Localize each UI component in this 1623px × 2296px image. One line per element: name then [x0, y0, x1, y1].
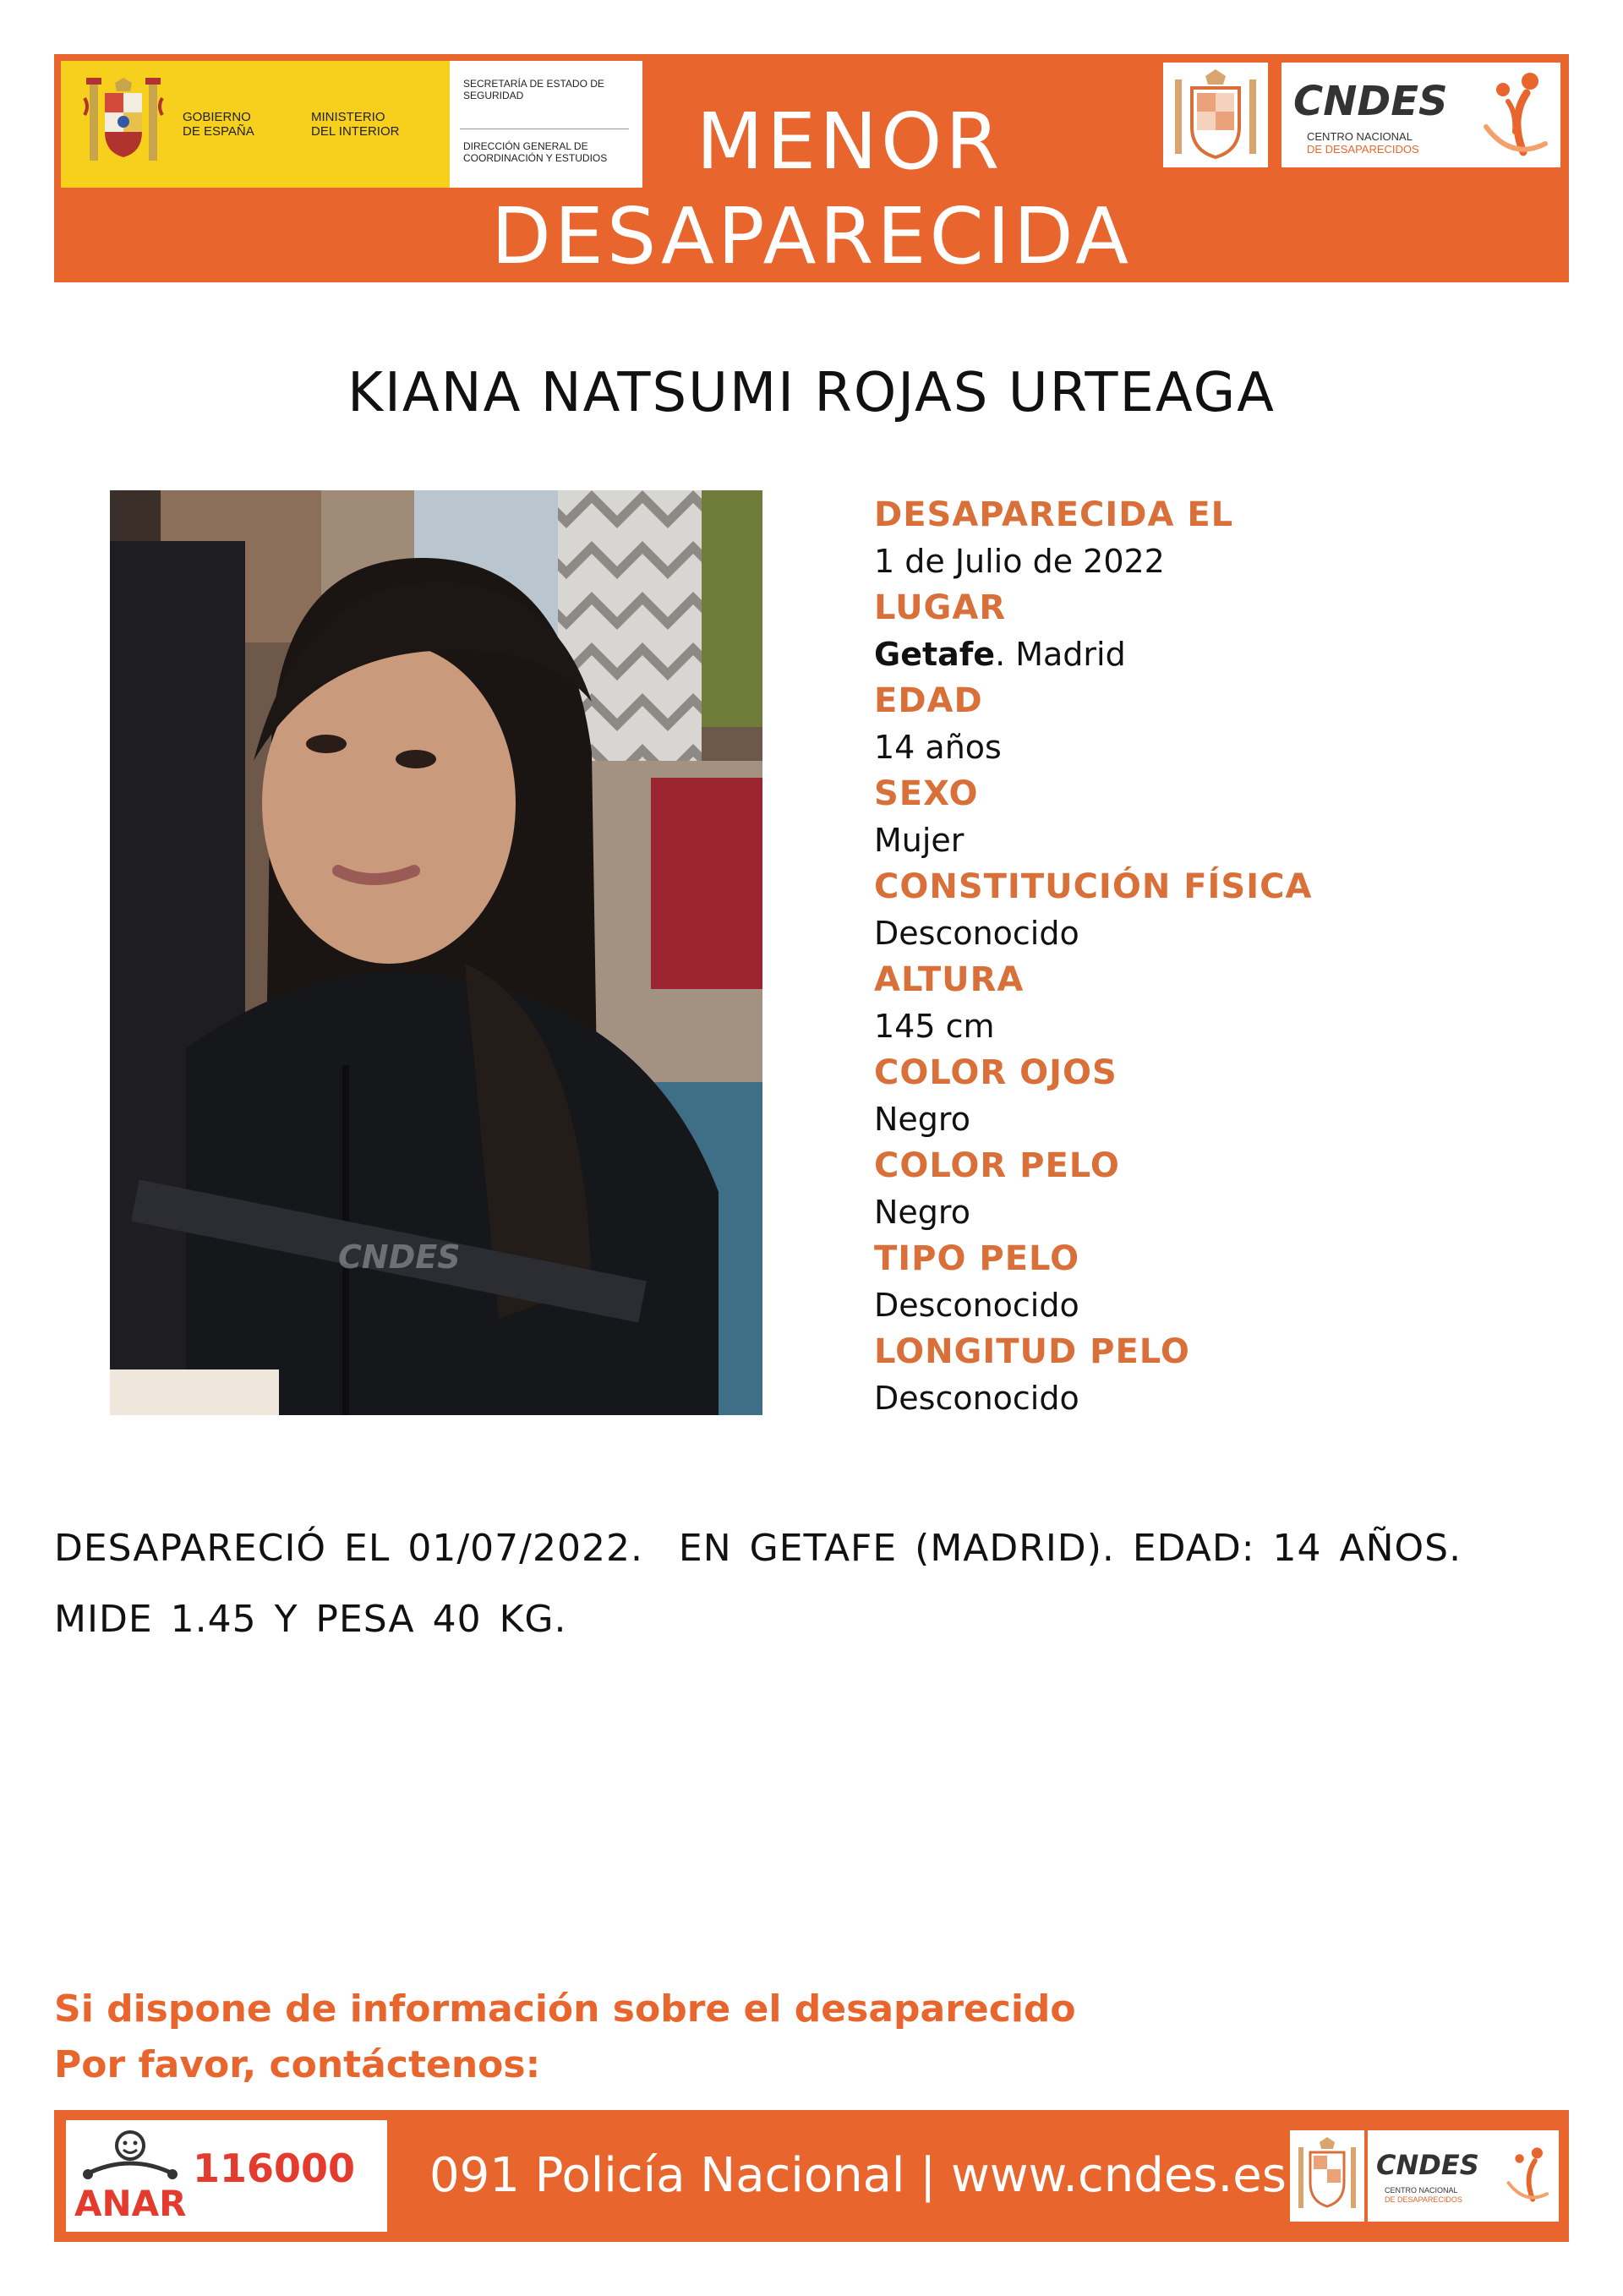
footer-cndes-subtitle-1: CENTRO NACIONAL: [1385, 2186, 1458, 2195]
date-value: 1 de Julio de 2022: [874, 543, 1165, 580]
details-panel: [874, 492, 1567, 1422]
ministry-line1: MINISTERIO: [311, 110, 385, 124]
eye-color-value: Negro: [874, 1101, 970, 1138]
direccion-text: DIRECCIÓN GENERAL DE COORDINACIÓN Y ESTUDIOS: [463, 140, 608, 164]
hair-length-label: LONGITUD PELO: [874, 1332, 1190, 1371]
hair-color-label: COLOR PELO: [874, 1146, 1120, 1185]
age-label: EDAD: [874, 681, 983, 720]
footer-crest-box: [1290, 2130, 1364, 2222]
missing-person-photo: [110, 490, 762, 1415]
footer-contact-info: 091 Policía Nacional | www.cndes.es: [429, 2148, 1287, 2203]
hair-type-label: TIPO PELO: [874, 1239, 1080, 1278]
contact-line1: Si dispone de información sobre el desaparecido: [54, 1987, 1076, 2031]
photo-watermark: CNDES: [338, 1238, 461, 1276]
height-label: ALTURA: [874, 960, 1025, 999]
running-figure-icon: [1478, 68, 1555, 162]
age-value: 14 años: [874, 729, 1002, 766]
summary-line2: MIDE 1.45 Y PESA 40 KG.: [54, 1598, 567, 1641]
photo-illustration: [110, 490, 762, 1415]
place-city: Getafe: [874, 636, 996, 673]
ministry-line2: DEL INTERIOR: [311, 124, 400, 139]
crest-logo-box: [1163, 63, 1268, 167]
build-value: Desconocido: [874, 915, 1079, 952]
footer-running-figure-icon: [1503, 2139, 1554, 2211]
hair-type-value: Desconocido: [874, 1287, 1079, 1324]
sex-label: SEXO: [874, 774, 979, 813]
summary-text: [54, 1513, 1576, 1655]
date-label: DESAPARECIDA EL: [874, 495, 1234, 534]
poster-title-line1: MENOR: [696, 96, 1003, 187]
cndes-subtitle-2: DE DESAPARECIDOS: [1307, 143, 1419, 156]
hair-color-value: Negro: [874, 1194, 970, 1231]
anar-phone: 116000: [193, 2146, 356, 2191]
cndes-logo-text: CNDES: [1293, 78, 1448, 125]
footer-banner: [54, 2110, 1569, 2242]
secretaria-text: SECRETARÍA DE ESTADO DE SEGURIDAD: [463, 78, 604, 101]
height-value: 145 cm: [874, 1008, 995, 1045]
cndes-logo-box: [1281, 63, 1560, 167]
summary-line1: DESAPARECIÓ EL 01/07/2022. EN GETAFE (MADRID). EDAD: 14 AÑOS.: [54, 1527, 1462, 1570]
poster-title-line2: DESAPARECIDA: [490, 191, 1133, 282]
footer-cndes-logo-text: CNDES: [1376, 2149, 1479, 2181]
crest-icon: [1163, 63, 1268, 167]
hair-length-value: Desconocido: [874, 1380, 1079, 1417]
contact-line2: Por favor, contáctenos:: [54, 2043, 541, 2086]
gov-line1: GOBIERNO: [183, 110, 251, 124]
place-region: . Madrid: [995, 636, 1126, 673]
build-label: CONSTITUCIÓN FÍSICA: [874, 867, 1313, 906]
cndes-subtitle-1: CENTRO NACIONAL: [1307, 130, 1413, 143]
header-banner: [54, 54, 1569, 282]
place-label: LUGAR: [874, 588, 1007, 627]
contact-request: [54, 1982, 1576, 2093]
footer-crest-icon: [1290, 2130, 1364, 2222]
anar-child-icon: [79, 2127, 181, 2181]
anar-name: ANAR: [74, 2183, 187, 2224]
place-value: [874, 631, 1567, 678]
footer-cndes-box: [1368, 2130, 1559, 2222]
gov-line2: DE ESPAÑA: [183, 124, 254, 139]
footer-cndes-subtitle-2: DE DESAPARECIDOS: [1385, 2195, 1462, 2204]
eye-color-label: COLOR OJOS: [874, 1053, 1118, 1092]
anar-logo-box: [66, 2120, 387, 2232]
sex-value: Mujer: [874, 822, 965, 859]
missing-person-name: KIANA NATSUMI ROJAS URTEAGA: [347, 362, 1276, 424]
